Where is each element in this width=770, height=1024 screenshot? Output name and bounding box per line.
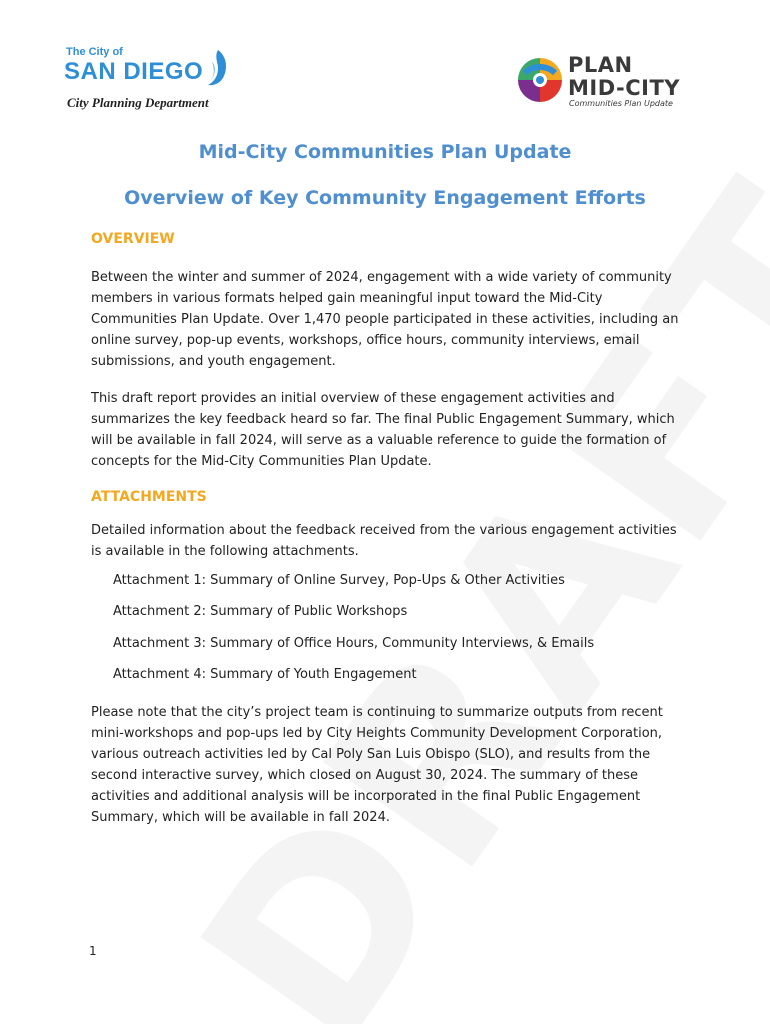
san-diego-logo xyxy=(64,46,234,94)
department-name: City Planning Department xyxy=(67,95,209,110)
attachment-item: Attachment 1: Summary of Online Survey, Pop-Ups & Other Activities xyxy=(113,573,565,588)
wave-icon xyxy=(204,48,230,88)
attachments-note: Please note that the city’s project team is continuing to summarize outputs from recent mini-workshops and pop-ups led by City Heights Community Development Corporation, various outreach activities led by Cal Poly San Luis Obispo (SLO), and results from the second interactive survey, which closed on August 30, 2024. The summary of these activities and additional analysis will be incorporated in the final Public Engagement Summary, which will be available in fall 2024. xyxy=(91,705,663,825)
page-number: 1 xyxy=(89,944,97,958)
attachment-item: Attachment 4: Summary of Youth Engagement xyxy=(113,667,417,682)
city-name: SAN DIEGO xyxy=(64,58,204,85)
attachments-heading: ATTACHMENTS xyxy=(91,489,207,505)
plan-logo-line2: MID-CITY xyxy=(568,76,681,100)
attachment-item: Attachment 2: Summary of Public Workshops xyxy=(113,604,408,619)
plan-logo-line1: PLAN xyxy=(568,53,633,77)
plan-mid-city-mark-icon xyxy=(515,55,565,107)
attachment-item: Attachment 3: Summary of Office Hours, Community Interviews, & Emails xyxy=(113,636,595,651)
document-subtitle: Overview of Key Community Engagement Efforts xyxy=(124,187,646,209)
attachments-intro: Detailed information about the feedback received from the various engagement activities is available in the following attachments. xyxy=(91,523,677,559)
plan-mid-city-logo xyxy=(515,55,685,115)
plan-logo-tagline: Communities Plan Update xyxy=(569,99,673,108)
document-title: Mid-City Communities Plan Update xyxy=(198,141,572,163)
city-of-label: The City of xyxy=(66,46,123,58)
overview-paragraph-1: Between the winter and summer of 2024, engagement with a wide variety of community members in various formats helped gain meaningful input toward the Mid-City Communities Plan Update. Over 1,470 people participated in these activities, including an online survey, pop-up events, workshops, office hours, community interviews, email submissions, and youth engagement. xyxy=(91,270,679,369)
overview-heading: OVERVIEW xyxy=(91,231,175,247)
overview-paragraph-2: This draft report provides an initial overview of these engagement activities and summarizes the key feedback heard so far. The final Public Engagement Summary, which will be available in fall 2024, will serve as a valuable reference to guide the formation of concepts for the Mid-City Communities Plan Update. xyxy=(91,391,675,469)
